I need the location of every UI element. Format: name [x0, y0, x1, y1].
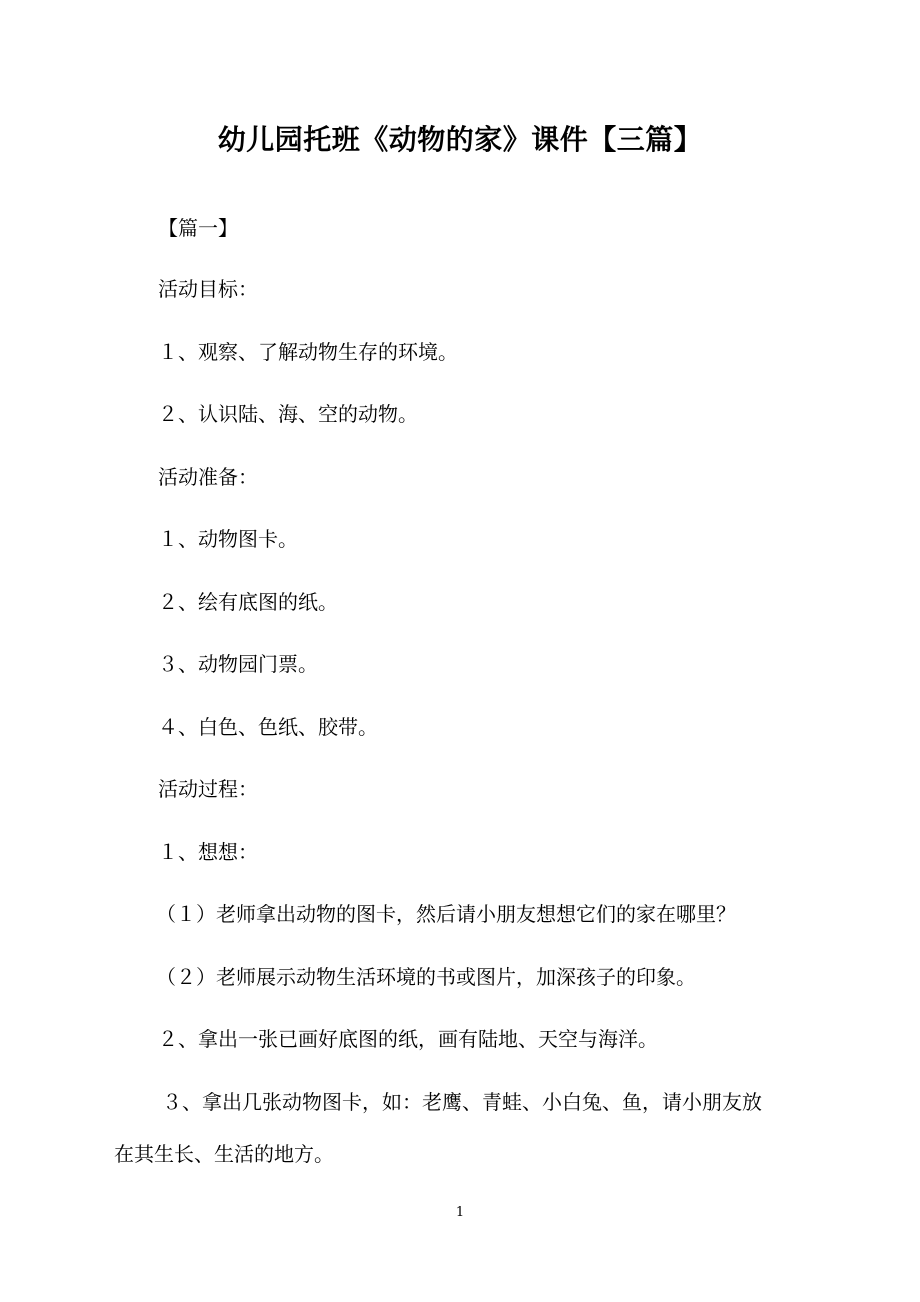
- text-line: 活动准备：: [158, 465, 258, 489]
- text-line: １、动物图卡。: [158, 527, 298, 551]
- text-line: ２、认识陆、海、空的动物。: [158, 402, 418, 426]
- text-line: １、观察、了解动物生存的环境。: [158, 340, 458, 364]
- text-line: １、想想：: [158, 840, 258, 864]
- last-paragraph: [114, 1087, 814, 1169]
- page-number: 1: [455, 1205, 465, 1220]
- text-line: （１）老师拿出动物的图卡，然后请小朋友想想它们的家在哪里？: [156, 902, 736, 926]
- paragraph-first-line: ３、拿出几张动物图卡，如：老鹰、青蛙、小白兔、鱼，请小朋友放: [162, 1090, 762, 1114]
- document-title: 幼儿园托班《动物的家》课件【三篇】: [217, 123, 703, 156]
- text-line: ３、动物园门票。: [158, 652, 318, 676]
- text-line: ２、绘有底图的纸。: [158, 590, 338, 614]
- section-heading: 【篇一】: [158, 216, 238, 240]
- text-line: ２、拿出一张已画好底图的纸，画有陆地、天空与海洋。: [158, 1027, 658, 1051]
- text-line: 活动目标：: [158, 277, 258, 301]
- text-line: （２）老师展示动物生活环境的书或图片，加深孩子的印象。: [156, 965, 696, 989]
- paragraph-continuation-line: 在其生长、生活的地方。: [114, 1142, 334, 1166]
- text-line: ４、白色、色纸、胶带。: [158, 715, 378, 739]
- text-line: 活动过程：: [158, 777, 258, 801]
